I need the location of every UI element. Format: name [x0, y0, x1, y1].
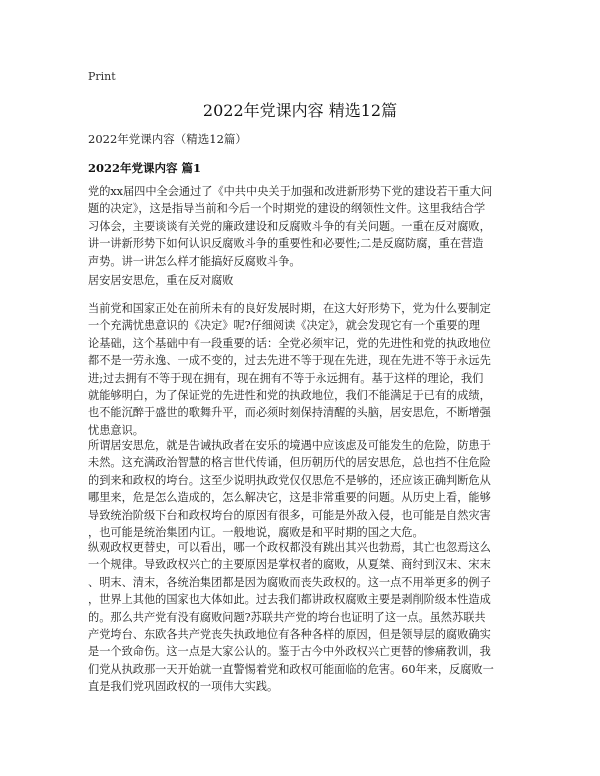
- paragraph-line: 忧患意识。: [88, 423, 144, 437]
- paragraph-line: 党的xx届四中全会通过了《中共中央关于加强和改进新形势下党的建设若干重大问: [88, 185, 493, 198]
- paragraph-line: 所谓居安思危，就是告诫执政者在安乐的境遇中应该虑及可能发生的危险，防患于: [88, 439, 491, 452]
- paragraph-line: 导致统治阶级下台和政权垮台的原因有很多，可能是外敌入侵，也可能是自然灾害: [88, 508, 491, 522]
- paragraph-line: 是一个致命伤。这一点是大家公认的。鉴于古今中外政权兴亡更替的惨痛教训，我: [88, 645, 491, 659]
- paragraph-line: 声势。讲一讲怎么样才能搞好反腐败斗争。: [88, 254, 301, 268]
- paragraph-line: ，世界上其他的国家也大体如此。过去我们都讲政权腐败主要是剥削阶级本性造成: [88, 593, 491, 607]
- paragraph-line: 就能够明白，为了保证党的先进性和党的执政地位，我们不能满足于已有的成绩，: [88, 389, 491, 403]
- paragraph-line: 、明末、清末，各统治集团都是因为腐败而丧失政权的。这一点不用举更多的例子: [88, 575, 491, 589]
- paragraph-line: 当前党和国家正处在前所未有的良好发展时期，在这大好形势下，党为什么要制定: [88, 302, 491, 315]
- paragraph-line: 直是我们党巩固政权的一项伟大实践。: [88, 680, 279, 694]
- paragraph-line: 讲一讲新形势下如何认识反腐败斗争的重要性和必要性;二是反腐防腐，重在营造: [88, 237, 484, 251]
- paragraph-line: ，也可能是统治集团内讧。一般地说，腐败是和平时期的国之大危。: [88, 526, 424, 540]
- paragraph-line: 也不能沉醉于盛世的歌舞升平，而必须时刻保持清醒的头脑，居安思危，不断增强: [88, 406, 491, 420]
- paragraph-line: 哪里来，危是怎么造成的，怎么解决它，这是非常重要的问题。从历史上看，能够: [88, 491, 491, 505]
- paragraph-line: 一个规律。导致政权兴亡的主要原因是掌权者的腐败，从夏桀、商纣到汉末、宋末: [88, 558, 491, 572]
- paragraph-line: 进;过去拥有不等于现在拥有，现在拥有不等于永远拥有。基于这样的理论，我们: [88, 371, 484, 385]
- paragraph-line: 居安居安思危，重在反对腐败: [88, 274, 234, 287]
- paragraph-line: 一个充满忧患意识的《决定》呢?仔细阅读《决定》，就会发现它有一个重要的理: [88, 319, 480, 333]
- paragraph-body-3: [88, 539, 518, 696]
- section-heading: 2022年党课内容 篇1: [88, 161, 202, 175]
- paragraph-body-1: [88, 300, 518, 439]
- paragraph-body-2: [88, 437, 518, 541]
- paragraph-line: 未然。这充满政治智慧的格言世代传诵，但历朝历代的居安思危，总也挡不住危险: [88, 456, 491, 470]
- paragraph-line: 产党垮台、东欧各共产党丧失执政地位有各种各样的原因，但是领导层的腐败确实: [88, 628, 491, 642]
- paragraph-line: 的。那么共产党有没有腐败问题?苏联共产党的垮台也证明了这一点。虽然苏联共: [88, 610, 486, 624]
- paragraph-line: 们党从执政那一天开始就一直警惕着党和政权可能面临的危害。60年来，反腐败一: [88, 662, 494, 676]
- page-title: 2022年党课内容 精选12篇: [202, 101, 398, 120]
- paragraph-line: 的到来和政权的垮台。这至少说明执政党仅仅思危不是够的，还应该正确判断危从: [88, 473, 491, 487]
- paragraph-subheading: [88, 272, 518, 289]
- paragraph-line: 纵观政权更替史，可以看出，哪一个政权都没有跳出其兴也勃焉，其亡也忽焉这么: [88, 541, 491, 554]
- paragraph-line: 都不是一劳永逸、一成不变的，过去先进不等于现在先进，现在先进不等于永远先: [88, 354, 491, 368]
- paragraph-intro: [88, 183, 518, 270]
- paragraph-line: 习体会，主要谈谈有关党的廉政建设和反腐败斗争的有关问题。一重在反对腐败，: [88, 219, 491, 233]
- paragraph-line: 论基础，这个基础中有一段重要的话：全党必须牢记，党的先进性和党的执政地位: [88, 336, 491, 350]
- paragraph-line: 题的决定》，这是指导当前和今后一个时期党的建设的纲领性文件。这里我结合学: [88, 202, 486, 216]
- print-label[interactable]: Print: [88, 70, 116, 83]
- document-subtitle: 2022年党课内容（精选12篇）: [88, 132, 247, 146]
